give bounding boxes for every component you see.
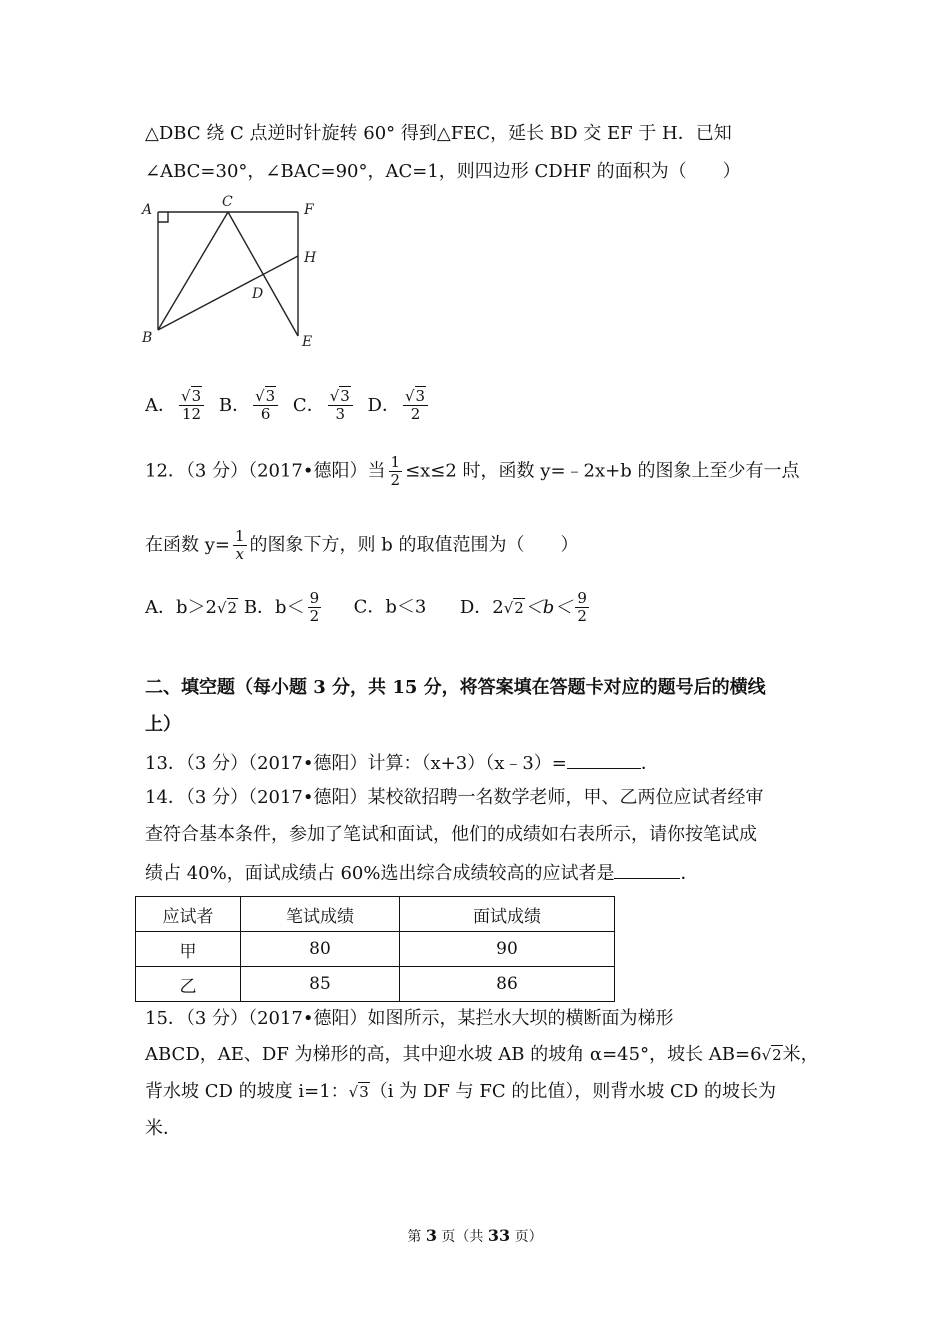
q12-option-c[interactable]: C．b＜3 <box>353 596 427 618</box>
table-cell: 85 <box>241 967 400 1002</box>
q11-option-a[interactable]: A． $\frac{√3}{12}$ <box>145 395 207 416</box>
q11-line1: △DBC 绕 C 点逆时针旋转 60° 得到△FEC，延长 BD 交 EF 于 H．已知 <box>145 123 732 144</box>
segment-bc <box>158 212 228 330</box>
q14-line1: 14．（3 分）（2017•德阳）某校欲招聘一名数学老师，甲、乙两位应试者经审 <box>145 787 764 808</box>
q13-text: 13．（3 分）（2017•德阳）计算：（x+3）（x﹣3）= ． <box>145 750 659 776</box>
q15-line2: ABCD，AE、DF 为梯形的高，其中迎水坡 AB 的坡角 α=45°，坡长 AB=6√2米， <box>145 1044 819 1065</box>
right-angle-mark <box>158 212 168 222</box>
q15-line3: 背水坡 CD 的坡度 i=1：√3（i 为 DF 与 FC 的比值），则背水坡 CD 的坡长为 <box>145 1081 776 1102</box>
table-header-cell: 笔试成绩 <box>241 897 400 932</box>
table-header-cell: 应试者 <box>136 897 241 932</box>
label-a: A <box>142 202 153 218</box>
q12-line1: 12．（3 分）（2017•德阳）当 $\frac{1}{2}$ ≤x≤2 时，函数 y=﹣2x+b 的图象上至少有一点 <box>145 453 800 489</box>
table-cell: 80 <box>241 932 400 967</box>
label-b: B <box>142 330 153 346</box>
q12-reciprocal-fraction: $\frac{1}{x}$ <box>234 527 245 563</box>
q12-option-d[interactable]: D．2√2＜b＜ $\frac{9}{2}$ <box>459 589 587 625</box>
q15-line1: 15．（3 分）（2017•德阳）如图所示，某拦水大坝的横断面为梯形 <box>145 1008 674 1029</box>
table-cell: 乙 <box>136 967 241 1002</box>
q12-option-a[interactable]: A．b＞2√2 <box>145 596 238 618</box>
q15-line4: 米． <box>145 1118 181 1139</box>
total-page-count: 33 <box>487 1226 511 1245</box>
q14-line2: 查符合基本条件，参加了笔试和面试，他们的成绩如右表所示，请你按笔试成 <box>145 824 757 845</box>
label-h: H <box>304 250 317 266</box>
page-footer: 第 3 页（共 33 页） <box>407 1226 543 1245</box>
table-row <box>136 932 615 967</box>
section-2-heading-line2: 上） <box>145 714 181 735</box>
q11-geometry-figure <box>138 190 338 350</box>
q11-option-c[interactable]: C． $\frac{√3}{3}$ <box>293 395 356 416</box>
q14-score-table <box>135 896 615 1002</box>
label-c: C <box>222 194 233 210</box>
segment-bh <box>158 256 298 330</box>
q11-line2: ∠ABC=30°，∠BAC=90°，AC=1，则四边形 CDHF 的面积为（ ） <box>145 161 741 182</box>
q12-option-b[interactable]: B．b＜ $\frac{9}{2}$ <box>243 589 320 625</box>
q11-option-d[interactable]: D． $\frac{√3}{2}$ <box>368 395 432 416</box>
q13-answer-blank[interactable] <box>567 750 641 769</box>
q12-options <box>145 590 592 625</box>
label-f: F <box>304 202 314 218</box>
q12-line2: 在函数 y= $\frac{1}{x}$ 的图象下方，则 b 的取值范围为（ ） <box>145 527 579 563</box>
q14-answer-blank[interactable] <box>614 860 680 879</box>
q11-option-b[interactable]: B． $\frac{√3}{6}$ <box>219 395 281 416</box>
q11-options <box>145 388 431 423</box>
section-2-heading-line1: 二、填空题（每小题 3 分，共 15 分，将答案填在答题卡对应的题号后的横线 <box>145 677 766 698</box>
q14-line3: 绩占 40%，面试成绩占 60%选出综合成绩较高的应试者是 ． <box>145 860 698 886</box>
q12-fraction: $\frac{1}{2}$ <box>390 453 401 489</box>
table-cell: 90 <box>400 932 615 967</box>
current-page-number: 3 <box>425 1226 437 1245</box>
table-cell: 86 <box>400 967 615 1002</box>
table-cell: 甲 <box>136 932 241 967</box>
table-header-cell: 面试成绩 <box>400 897 615 932</box>
table-row <box>136 967 615 1002</box>
label-d: D <box>252 286 264 302</box>
label-e: E <box>302 334 313 350</box>
table-header-row <box>136 897 615 932</box>
